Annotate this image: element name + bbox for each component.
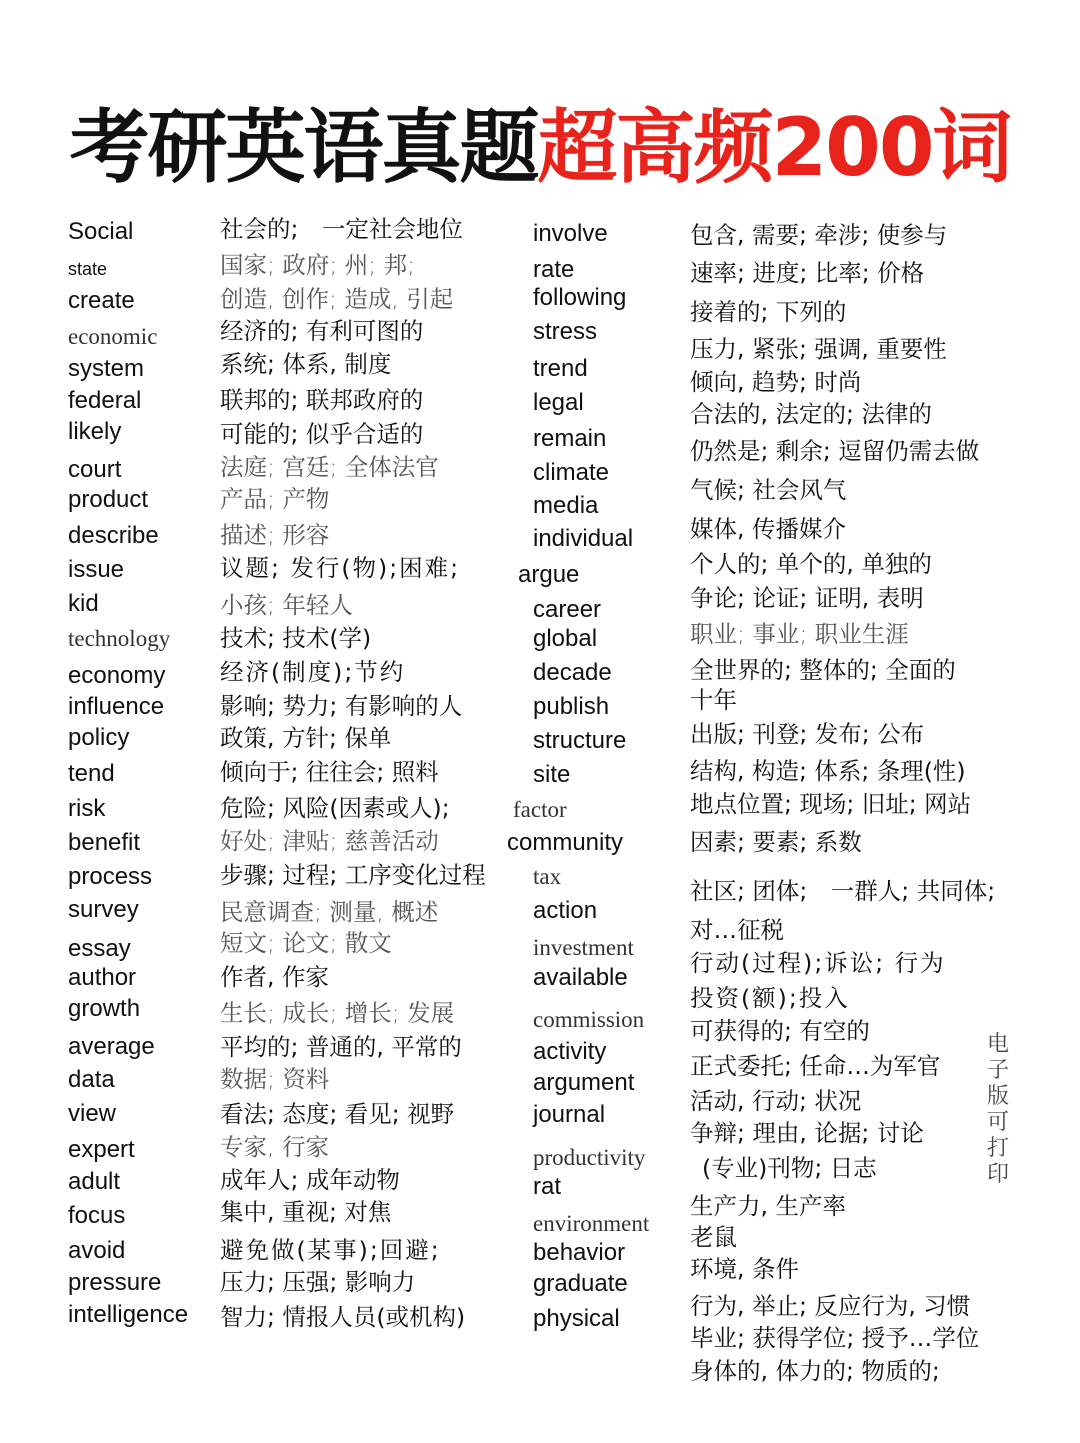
word-entry: factor <box>513 797 567 822</box>
word-definition: 智力; 情报人员(或机构) <box>220 1303 466 1331</box>
word-definition: 身体的, 体力的; 物质的; <box>690 1357 940 1385</box>
word-definition: 系统; 体系, 制度 <box>220 350 392 378</box>
word-definition: 活动, 行动; 状况 <box>690 1087 862 1115</box>
word-entry: argue <box>518 561 580 588</box>
word-definition: 职业; 事业; 职业生涯 <box>690 620 909 648</box>
word-entry: commission <box>533 1007 645 1032</box>
word-definition: 影响; 势力; 有影响的人 <box>220 692 463 720</box>
word-definition: 可获得的; 有空的 <box>690 1017 870 1045</box>
word-definition: 短文; 论文; 散文 <box>220 929 392 957</box>
word-definition: 看法; 态度; 看见; 视野 <box>220 1100 455 1128</box>
word-entry: stress <box>533 318 598 345</box>
word-definition: 老鼠 <box>690 1223 737 1251</box>
word-definition: 联邦的; 联邦政府的 <box>220 386 424 414</box>
word-definition: 议题; 发行(物);困难; <box>220 554 461 582</box>
word-definition: 作者, 作家 <box>220 963 329 991</box>
word-definition: 地点位置; 现场; 旧址; 网站 <box>690 790 972 818</box>
title-main: 考研英语真题 <box>69 101 538 194</box>
word-entry: influence <box>68 693 165 720</box>
word-entry: pressure <box>68 1269 162 1296</box>
word-entry: likely <box>68 418 122 445</box>
word-definition: 毕业; 获得学位; 授予…学位 <box>690 1324 980 1352</box>
word-definition: 小孩; 年轻人 <box>220 591 353 619</box>
word-definition: (专业)刊物; 日志 <box>702 1154 877 1182</box>
word-entry: remain <box>533 425 607 452</box>
word-definition: 数据; 资料 <box>220 1065 330 1093</box>
word-definition: 媒体, 传播媒介 <box>690 515 846 543</box>
word-entry: tax <box>533 864 562 889</box>
word-definition: 十年 <box>690 686 737 714</box>
word-entry: available <box>533 964 628 991</box>
word-definition: 政策, 方针; 保单 <box>220 724 392 752</box>
word-definition: 争论; 论证; 证明, 表明 <box>690 584 924 612</box>
word-entry: activity <box>533 1038 607 1065</box>
word-definition: 经济的; 有利可图的 <box>220 317 424 345</box>
side-note-printable: 电子版可打印 <box>986 1032 1009 1187</box>
word-definition: 成年人; 成年动物 <box>220 1166 400 1194</box>
word-entry: media <box>533 492 599 519</box>
word-entry: intelligence <box>68 1301 189 1328</box>
word-entry: tend <box>68 760 115 787</box>
word-entry: rate <box>533 256 575 283</box>
word-definition: 社区; 团体; 一群人; 共同体; <box>690 877 996 905</box>
word-definition: 出版; 刊登; 发布; 公布 <box>690 720 925 748</box>
word-definition: 速率; 进度; 比率; 价格 <box>690 259 925 287</box>
word-entry: kid <box>68 590 99 617</box>
word-definition: 技术; 技术(学) <box>220 624 372 652</box>
word-definition: 步骤; 过程; 工序变化过程 <box>220 861 486 889</box>
word-entry: structure <box>533 727 627 754</box>
word-entry: expert <box>68 1136 135 1163</box>
word-definition: 环境, 条件 <box>690 1255 799 1283</box>
word-entry: focus <box>68 1202 126 1229</box>
word-definition: 压力, 紧张; 强调, 重要性 <box>690 335 947 363</box>
word-entry: climate <box>533 459 610 486</box>
word-entry: data <box>68 1066 115 1093</box>
word-definition: 仍然是; 剩余; 逗留仍需去做 <box>690 437 980 465</box>
word-entry: describe <box>68 522 159 549</box>
word-definition: 集中, 重视; 对焦 <box>220 1198 392 1226</box>
word-entry: system <box>68 355 145 382</box>
word-entry: create <box>68 287 135 314</box>
word-entry: decade <box>533 659 612 686</box>
word-entry: avoid <box>68 1237 126 1264</box>
word-definition: 结构, 构造; 体系; 条理(性) <box>690 757 966 785</box>
word-definition: 倾向于; 往往会; 照料 <box>220 758 439 786</box>
word-entry: state <box>68 259 108 279</box>
word-entry: court <box>68 456 122 483</box>
word-definition: 包含, 需要; 牵涉; 使参与 <box>690 221 948 249</box>
word-definition: 生产力, 生产率 <box>690 1192 846 1220</box>
word-entry: adult <box>68 1168 121 1195</box>
word-definition: 专家, 行家 <box>220 1133 329 1161</box>
word-definition: 法庭; 宫廷; 全体法官 <box>220 453 439 481</box>
word-entry: issue <box>68 556 125 583</box>
word-entry: rat <box>533 1173 562 1200</box>
word-definition: 对…征税 <box>690 916 784 944</box>
word-definition: 产品; 产物 <box>220 485 330 513</box>
word-entry: essay <box>68 935 131 962</box>
word-definition: 接着的; 下列的 <box>690 298 847 326</box>
word-definition: 投资(额);投入 <box>690 984 850 1012</box>
word-entry: graduate <box>533 1270 628 1297</box>
page-title <box>0 101 1080 194</box>
word-entry: site <box>533 761 571 788</box>
word-entry: technology <box>68 626 171 651</box>
word-entry: risk <box>68 795 106 822</box>
word-entry: author <box>68 964 137 991</box>
word-entry: process <box>68 863 153 890</box>
word-definition: 行为, 举止; 反应行为, 习惯 <box>690 1292 971 1320</box>
word-definition: 气候; 社会风气 <box>690 476 847 504</box>
word-definition: 可能的; 似乎合适的 <box>220 420 424 448</box>
word-entry: journal <box>533 1101 606 1128</box>
word-definition: 创造, 创作; 造成, 引起 <box>220 285 454 313</box>
word-entry: view <box>68 1100 117 1127</box>
word-definition: 国家; 政府; 州; 邦; <box>220 251 416 279</box>
word-entry: average <box>68 1033 155 1060</box>
word-definition: 好处; 津贴; 慈善活动 <box>220 827 439 855</box>
word-entry: individual <box>533 525 634 552</box>
word-entry: benefit <box>68 829 141 856</box>
word-entry: community <box>507 829 624 856</box>
word-entry: productivity <box>533 1145 646 1170</box>
word-entry: publish <box>533 693 610 720</box>
word-entry: policy <box>68 724 130 751</box>
word-definition: 因素; 要素; 系数 <box>690 828 862 856</box>
word-entry: environment <box>533 1211 650 1236</box>
word-entry: trend <box>533 355 588 382</box>
word-entry: survey <box>68 896 139 923</box>
word-entry: argument <box>533 1069 635 1096</box>
word-definition: 民意调查; 测量, 概述 <box>220 898 439 926</box>
word-definition: 全世界的; 整体的; 全面的 <box>690 656 956 684</box>
word-entry: growth <box>68 995 141 1022</box>
word-definition: 压力; 压强; 影响力 <box>220 1268 416 1296</box>
word-entry: involve <box>533 220 608 247</box>
word-entry: product <box>68 486 149 513</box>
word-entry: physical <box>533 1305 620 1332</box>
word-entry: career <box>533 596 602 623</box>
word-entry: Social <box>68 218 134 245</box>
word-entry: action <box>533 897 598 924</box>
word-entry: following <box>533 284 627 311</box>
word-entry: economic <box>68 324 158 349</box>
word-entry: federal <box>68 387 142 414</box>
word-definition: 社会的; 一定社会地位 <box>220 215 463 243</box>
word-definition: 避免做(某事);回避; <box>220 1236 441 1264</box>
word-definition: 正式委托; 任命…为军官 <box>690 1052 941 1080</box>
word-definition: 描述; 形容 <box>220 521 330 549</box>
word-definition: 生长; 成长; 增长; 发展 <box>220 999 455 1027</box>
word-definition: 行动(过程);诉讼; 行为 <box>690 949 946 977</box>
word-entry: global <box>533 625 598 652</box>
word-definition: 经济(制度);节约 <box>220 658 406 686</box>
word-entry: legal <box>533 389 584 416</box>
word-definition: 倾向, 趋势; 时尚 <box>690 368 862 396</box>
word-entry: economy <box>68 662 166 689</box>
word-entry: investment <box>533 935 634 960</box>
word-entry: behavior <box>533 1239 626 1266</box>
word-definition: 争辩; 理由, 论据; 讨论 <box>690 1119 924 1147</box>
word-definition: 危险; 风险(因素或人); <box>220 794 450 822</box>
word-definition: 平均的; 普通的, 平常的 <box>220 1033 462 1061</box>
word-definition: 个人的; 单个的, 单独的 <box>690 550 932 578</box>
title-highlight: 超高频200词 <box>537 101 1011 194</box>
word-definition: 合法的, 法定的; 法律的 <box>690 400 932 428</box>
